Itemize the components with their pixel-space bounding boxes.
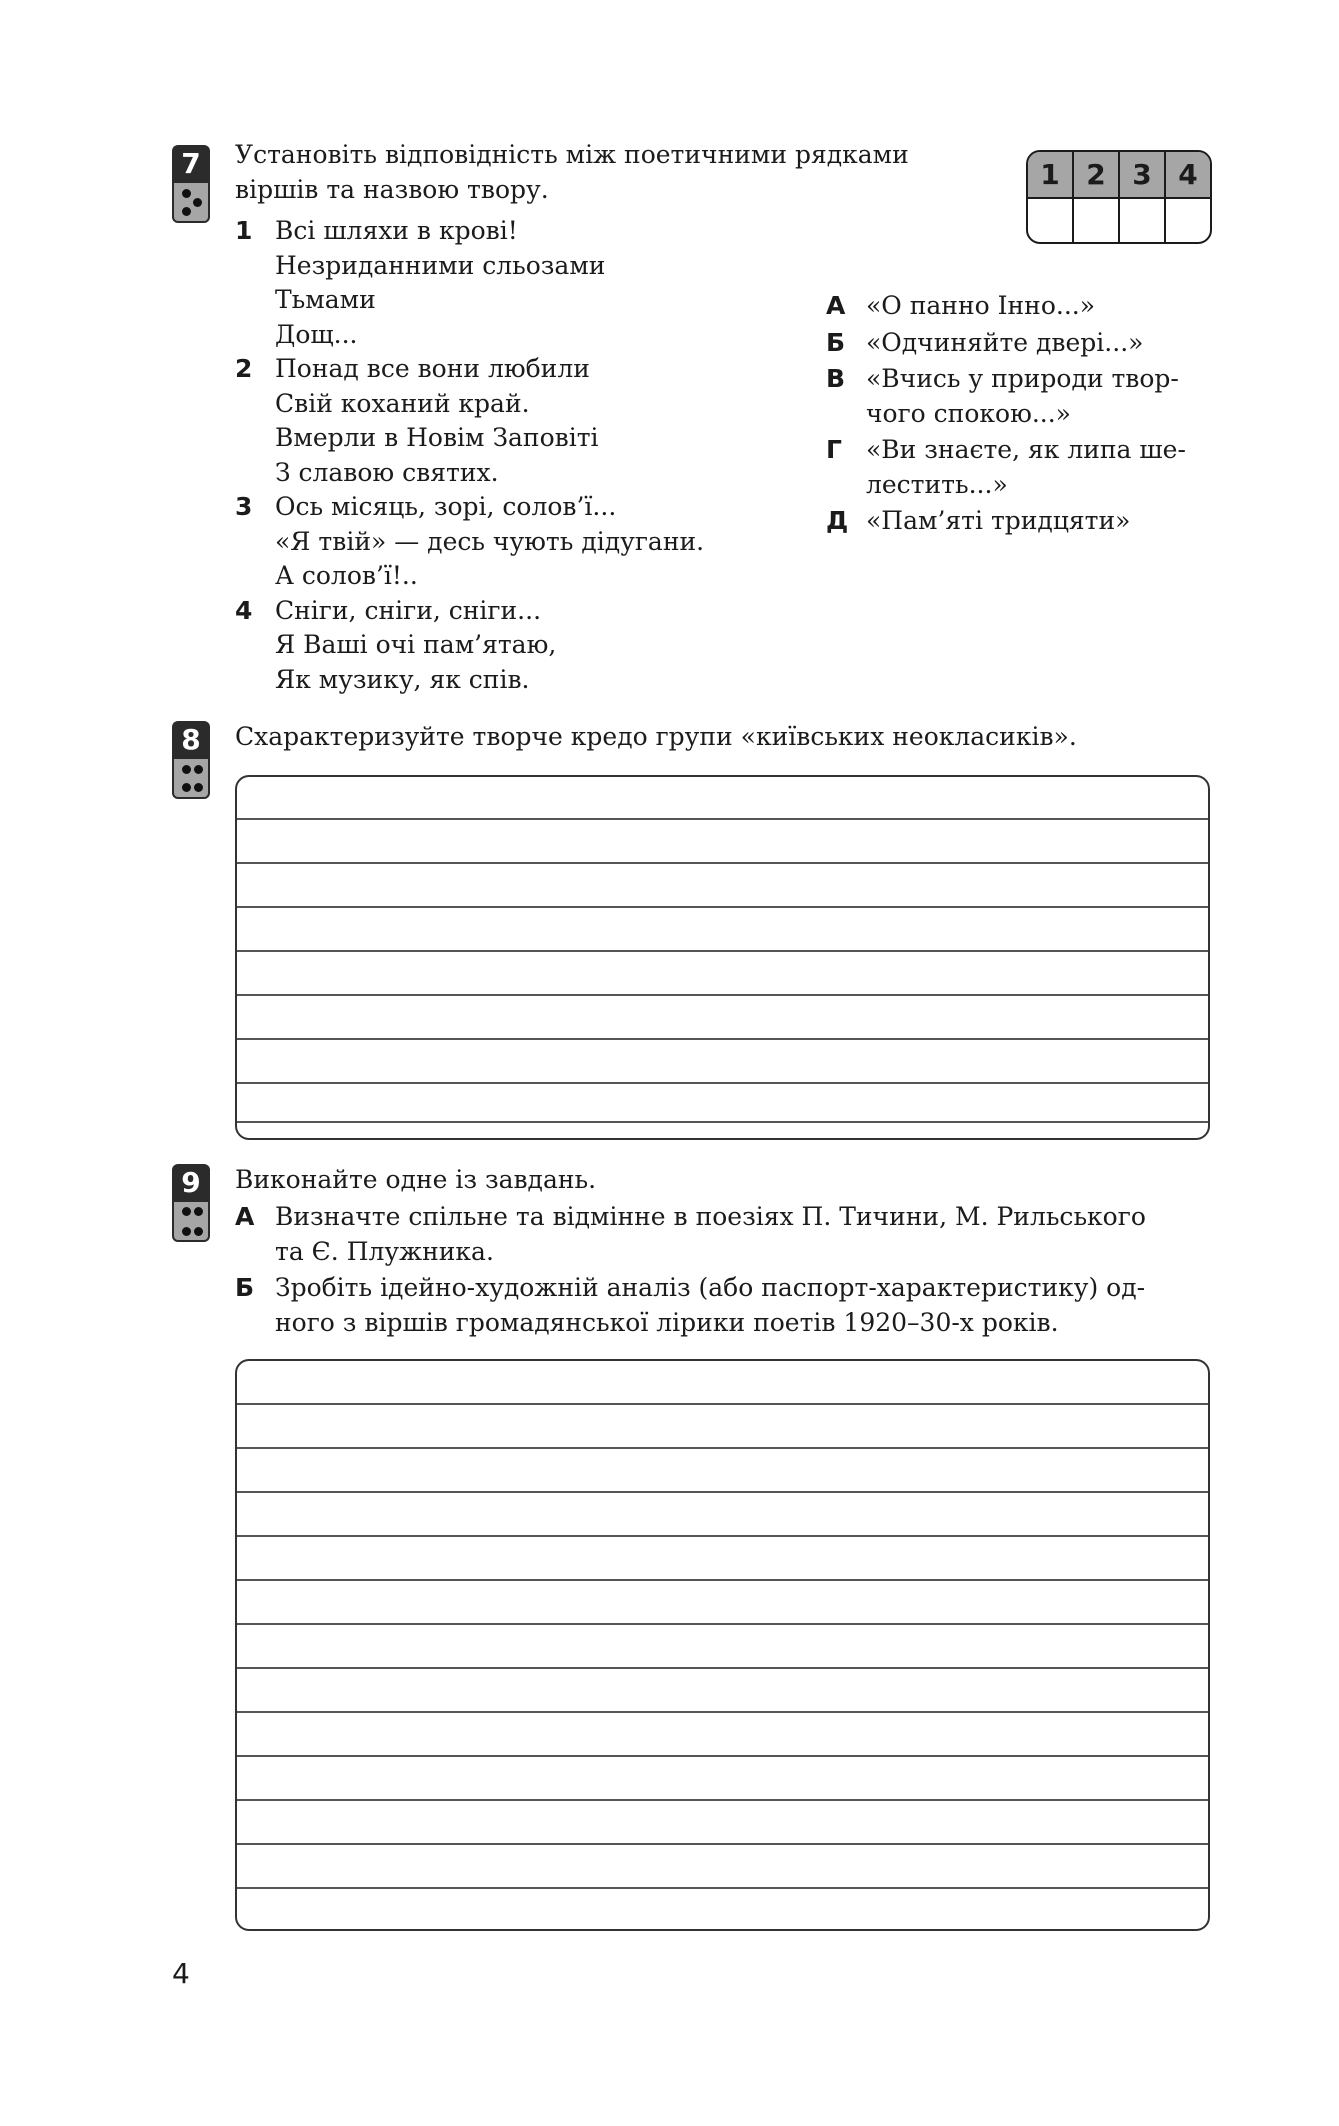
grid-answer-cell-4[interactable] [1166, 199, 1210, 244]
grid-answer-cell-1[interactable] [1028, 199, 1074, 244]
left-item-3: 3 Ось місяць, зорі, солов’ї... «Я твій» — десь чують дідугани. А солов’ї!.. [235, 492, 705, 590]
right-item-b: Б «Одчиняйте двері...» [826, 327, 1144, 357]
grid-header-2: 2 [1074, 152, 1120, 197]
task-9-option-b: Б Зробіть ідейно-художній аналіз (або паспорт-характеристику) од- ного з віршів громадянської лірики поетів 1920–30-х років. [235, 1273, 1146, 1337]
right-item-v: В «Вчись у природи твор- чого спокою...» [826, 364, 1179, 428]
task-number: 7 [172, 145, 210, 183]
grid-answer-cell-3[interactable] [1120, 199, 1166, 244]
task-9-question: Виконайте одне із завдань. [235, 1165, 597, 1194]
left-item-1: 1 Всі шляхи в крові! Незриданними сльозами Тьмами Дощ... [235, 216, 606, 349]
grid-header-4: 4 [1178, 158, 1198, 191]
task-7-badge [172, 145, 210, 223]
grid-header-1: 1 [1028, 152, 1074, 197]
right-item-h: Г «Ви знаєте, як липа ше- лестить...» [826, 435, 1186, 499]
answer-grid [1026, 150, 1212, 244]
task-8-badge [172, 721, 210, 799]
task-9-option-a: А Визначте спільне та відмінне в поезіях П. Тичини, М. Рильського та Є. Плужника. [235, 1202, 1146, 1266]
task-9-options [235, 1200, 1146, 1340]
task-7-question: Установіть відповідність між поетичними рядками віршів та назвою твору. [235, 140, 909, 204]
task-9-badge [172, 1164, 210, 1242]
right-item-a: А «О панно Інно...» [826, 291, 1096, 320]
task-number: 8 [172, 721, 210, 759]
task-7-left-list [235, 214, 704, 697]
task-8-answer-area[interactable] [235, 775, 1210, 1140]
page-number: 4 [172, 1957, 190, 1990]
grid-header-3: 3 [1120, 152, 1166, 197]
left-item-2: 2 Понад все вони любили Свій коханий край. Вмерли в Новім Заповіті З славою святих. [235, 354, 599, 487]
task-8-question: Схарактеризуйте творче кредо групи «київських неокласиків». [235, 722, 1077, 751]
difficulty-dots-icon [172, 759, 210, 799]
left-item-4: 4 Сніги, сніги, сніги... Я Ваші очі пам’ятаю, Як музику, як спів. [235, 595, 557, 694]
task-7-right-list [826, 289, 1186, 539]
difficulty-dots-icon [172, 183, 210, 223]
right-item-d: Д «Пам’яті тридцяти» [826, 506, 1131, 535]
task-9-answer-area[interactable] [235, 1359, 1210, 1931]
task-number: 9 [172, 1164, 210, 1202]
difficulty-dots-icon [172, 1202, 210, 1242]
grid-answer-cell-2[interactable] [1074, 199, 1120, 244]
